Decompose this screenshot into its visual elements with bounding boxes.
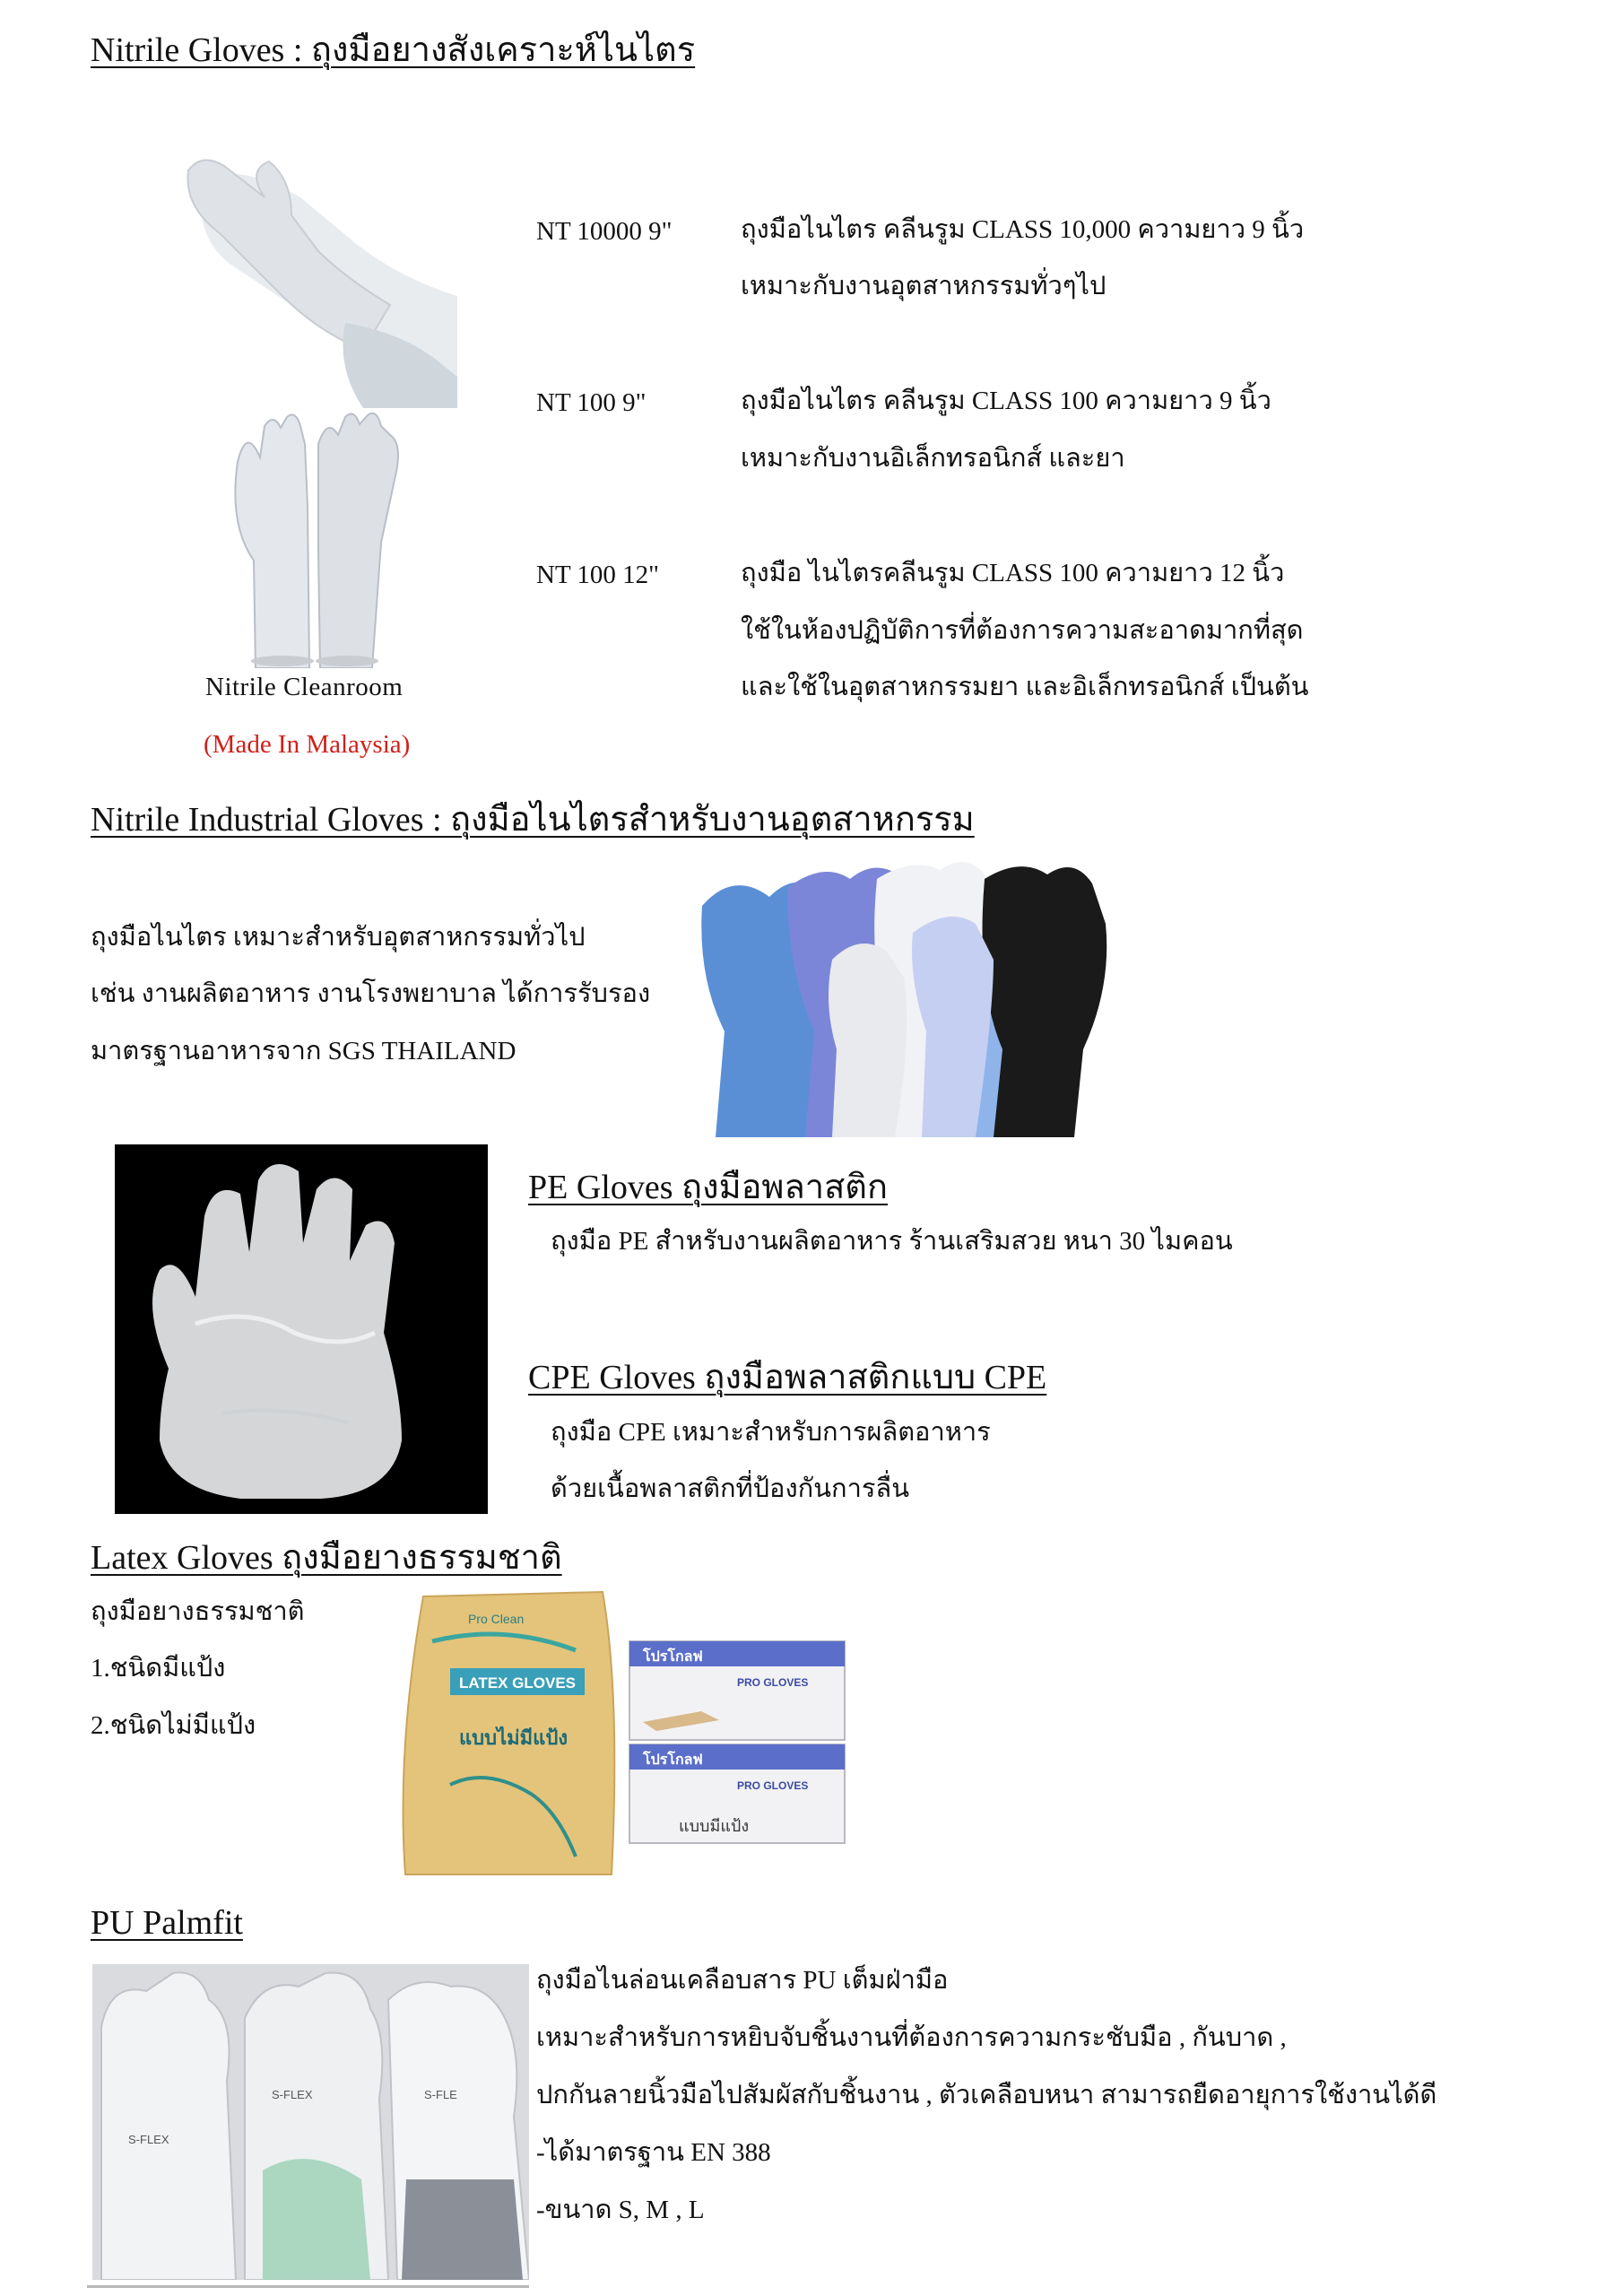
product-description: ถุงมือ ไนไตรคลีนรูม CLASS 100 ความยาว 12 นิ้ว xyxy=(741,559,1285,587)
pu-pack-label: S-FLEX xyxy=(272,2088,313,2101)
cpe-gloves-text: ถุงมือ CPE เหมาะสำหรับการผลิตอาหาร xyxy=(551,1418,991,1447)
nitrile-industrial-text: มาตรฐานอาหารจาก SGS THAILAND xyxy=(91,1037,516,1065)
pe-gloves-text: ถุงมือ PE สำหรับงานผลิตอาหาร ร้านเสริมสวย หนา 30 ไมคอน xyxy=(551,1227,1233,1256)
latex-gloves-text: 2.ชนิดไม่มีแป้ง xyxy=(91,1711,256,1740)
product-code: NT 100 9" xyxy=(536,388,647,417)
product-description: ถุงมือไนไตร คลีนรูม CLASS 10,000 ความยาว 9 นิ้ว xyxy=(741,215,1305,244)
nitrile-industrial-text: ถุงมือไนไตร เหมาะสำหรับอุตสาหกรรมทั่วไป xyxy=(91,923,586,952)
pro-gloves-box-brand: โปรโกลฟ xyxy=(643,1649,703,1665)
pu-pack-label: S-FLEX xyxy=(128,2133,169,2146)
product-description: เหมาะกับงานอุตสาหกรรมทั่วๆไป xyxy=(741,272,1107,300)
nitrile-cleanroom-photo-1 xyxy=(184,144,457,408)
nitrile-gloves-heading: Nitrile Gloves : ถุงมือยางสังเคราะห์ไนไตร xyxy=(91,31,696,69)
made-in-malaysia-note: (Made In Malaysia) xyxy=(204,730,411,759)
product-code: NT 100 12" xyxy=(536,561,659,589)
latex-pack-type: แบบไม่มีแป้ง xyxy=(459,1726,568,1749)
nitrile-cleanroom-caption: Nitrile Cleanroom xyxy=(205,673,404,701)
product-code: NT 10000 9" xyxy=(536,217,673,246)
pe-gloves-heading: PE Gloves ถุงมือพลาสติก xyxy=(528,1169,888,1206)
pu-palmfit-text: เหมาะสำหรับการหยิบจับชิ้นงานที่ต้องการความกระชับมือ , กันบาด , xyxy=(536,2023,1287,2052)
latex-gloves-text: 1.ชนิดมีแป้ง xyxy=(91,1654,226,1683)
cpe-gloves-text: ด้วยเนื้อพลาสติกที่ป้องกันการลื่น xyxy=(551,1474,910,1503)
nitrile-industrial-heading: Nitrile Industrial Gloves : ถุงมือไนไตรสำหรับงานอุตสาหกรรม xyxy=(91,801,975,839)
latex-pack-brand: Pro Clean xyxy=(468,1612,525,1626)
product-description: ถุงมือไนไตร คลีนรูม CLASS 100 ความยาว 9 นิ้ว xyxy=(741,387,1271,415)
pro-gloves-box-label: PRO GLOVES xyxy=(737,1676,809,1689)
pu-pack-label: S-FLE xyxy=(424,2088,457,2101)
photo-bottom-rule xyxy=(87,2285,529,2288)
pro-gloves-box-label: PRO GLOVES xyxy=(737,1779,809,1792)
pu-palmfit-text: -ขนาด S, M , L xyxy=(536,2196,705,2224)
nitrile-industrial-text: เช่น งานผลิตอาหาร งานโรงพยาบาล ได้การรับรอง xyxy=(91,979,651,1008)
pu-palmfit-text: ปกกันลายนิ้วมือไปสัมผัสกับชิ้นงาน , ตัวเคลือบหนา สามารถยืดอายุการใช้งานได้ดี xyxy=(536,2081,1437,2109)
pu-palmfit-text: ถุงมือไนล่อนเคลือบสาร PU เต็มฝ่ามือ xyxy=(536,1966,949,1995)
pe-gloves-photo xyxy=(115,1144,488,1514)
product-description: ใช้ในห้องปฏิบัติการที่ต้องการความสะอาดมากที่สุด xyxy=(741,616,1304,645)
cpe-gloves-heading: CPE Gloves ถุงมือพลาสติกแบบ CPE xyxy=(528,1359,1047,1396)
nitrile-industrial-photo xyxy=(698,852,1112,1137)
pu-palmfit-photo xyxy=(92,1964,529,2280)
pro-gloves-box-brand: โปรโกลฟ xyxy=(643,1752,703,1768)
latex-gloves-photo xyxy=(396,1587,852,1879)
latex-pack-label: LATEX GLOVES xyxy=(458,1674,577,1692)
pro-gloves-box-type: แบบมีแป้ง xyxy=(679,1817,750,1835)
product-description: และใช้ในอุตสาหกรรมยา และอิเล็กทรอนิกส์ เป็นต้น xyxy=(741,673,1309,701)
pu-palmfit-text: -ได้มาตรฐาน EN 388 xyxy=(536,2138,771,2167)
product-description: เหมาะกับงานอิเล็กทรอนิกส์ และยา xyxy=(741,444,1125,473)
latex-gloves-heading: Latex Gloves ถุงมือยางธรรมชาติ xyxy=(91,1539,562,1577)
nitrile-cleanroom-photo-2 xyxy=(220,408,412,668)
latex-gloves-text: ถุงมือยางธรรมชาติ xyxy=(91,1597,305,1626)
pu-palmfit-heading: PU Palmfit xyxy=(91,1904,243,1942)
